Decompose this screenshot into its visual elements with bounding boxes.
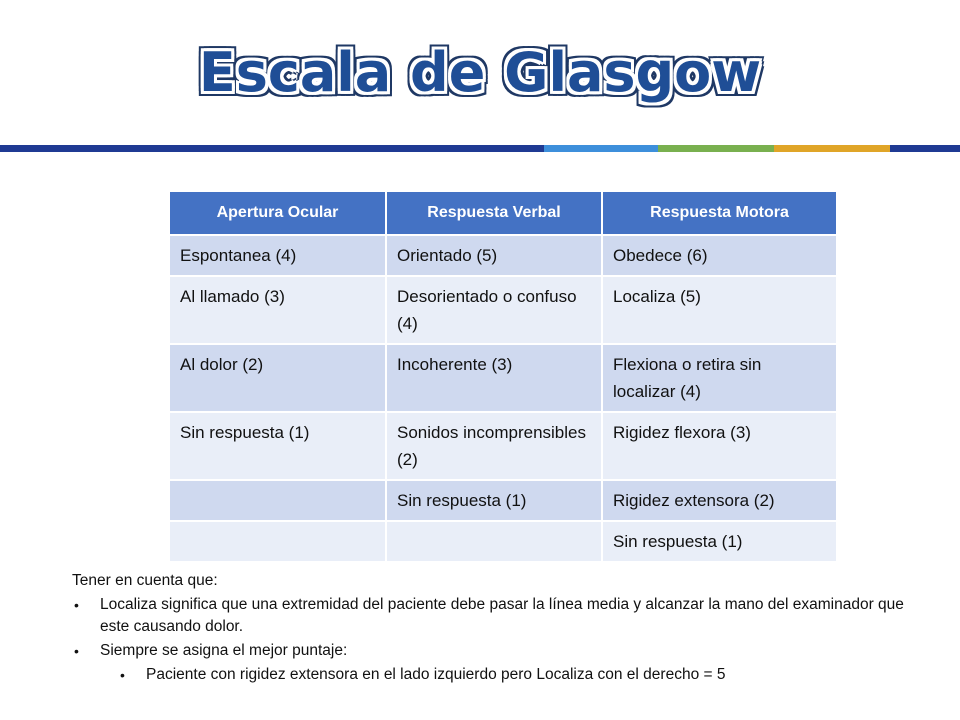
note-bullet	[72, 640, 912, 662]
table-row	[170, 276, 836, 344]
divider-segment-navy	[0, 145, 544, 152]
note-text: Localiza significa que una extremidad del paciente debe pasar la línea media y alcanzar la mano del examinador que este causando dolor.	[100, 596, 904, 635]
table-row	[170, 480, 836, 521]
table-cell	[386, 521, 602, 561]
note-sub-bullet	[72, 664, 912, 686]
note-text: Paciente con rigidez extensora en el lado izquierdo pero Localiza con el derecho = 5	[146, 666, 726, 683]
divider-segment-gold	[774, 145, 890, 152]
table-cell: Sonidos incomprensibles (2)	[386, 412, 602, 480]
bullet-icon: •	[120, 667, 125, 683]
divider-segment-blue	[544, 145, 658, 152]
table-cell: Flexiona o retira sin localizar (4)	[602, 344, 836, 412]
glasgow-table	[170, 192, 836, 561]
table-cell: Al dolor (2)	[170, 344, 386, 412]
title-divider	[0, 145, 960, 152]
header-respuesta-motora: Respuesta Motora	[602, 192, 836, 235]
table-row	[170, 235, 836, 276]
table-cell	[170, 521, 386, 561]
header-apertura-ocular: Apertura Ocular	[170, 192, 386, 235]
table-cell: Orientado (5)	[386, 235, 602, 276]
table-cell: Desorientado o confuso (4)	[386, 276, 602, 344]
table-cell: Espontanea (4)	[170, 235, 386, 276]
table-row	[170, 412, 836, 480]
table-cell: Sin respuesta (1)	[170, 412, 386, 480]
header-respuesta-verbal: Respuesta Verbal	[386, 192, 602, 235]
table-row	[170, 521, 836, 561]
bullet-icon: •	[74, 597, 79, 613]
table-cell	[170, 480, 386, 521]
table-cell: Incoherente (3)	[386, 344, 602, 412]
table-cell: Obedece (6)	[602, 235, 836, 276]
table-row	[170, 344, 836, 412]
notes-section	[72, 570, 912, 686]
table-cell: Rigidez flexora (3)	[602, 412, 836, 480]
notes-intro: Tener en cuenta que:	[72, 572, 218, 589]
note-text: Siempre se asigna el mejor puntaje:	[100, 642, 348, 659]
table-header-row	[170, 192, 836, 235]
divider-segment-navy-end	[890, 145, 960, 152]
note-bullet	[72, 594, 912, 638]
table-cell: Rigidez extensora (2)	[602, 480, 836, 521]
bullet-icon: •	[74, 643, 79, 659]
table-cell: Sin respuesta (1)	[602, 521, 836, 561]
table-cell: Sin respuesta (1)	[386, 480, 602, 521]
table-cell: Al llamado (3)	[170, 276, 386, 344]
divider-segment-green	[658, 145, 774, 152]
table-cell: Localiza (5)	[602, 276, 836, 344]
slide-title: Escala de Glasgow	[198, 41, 762, 104]
